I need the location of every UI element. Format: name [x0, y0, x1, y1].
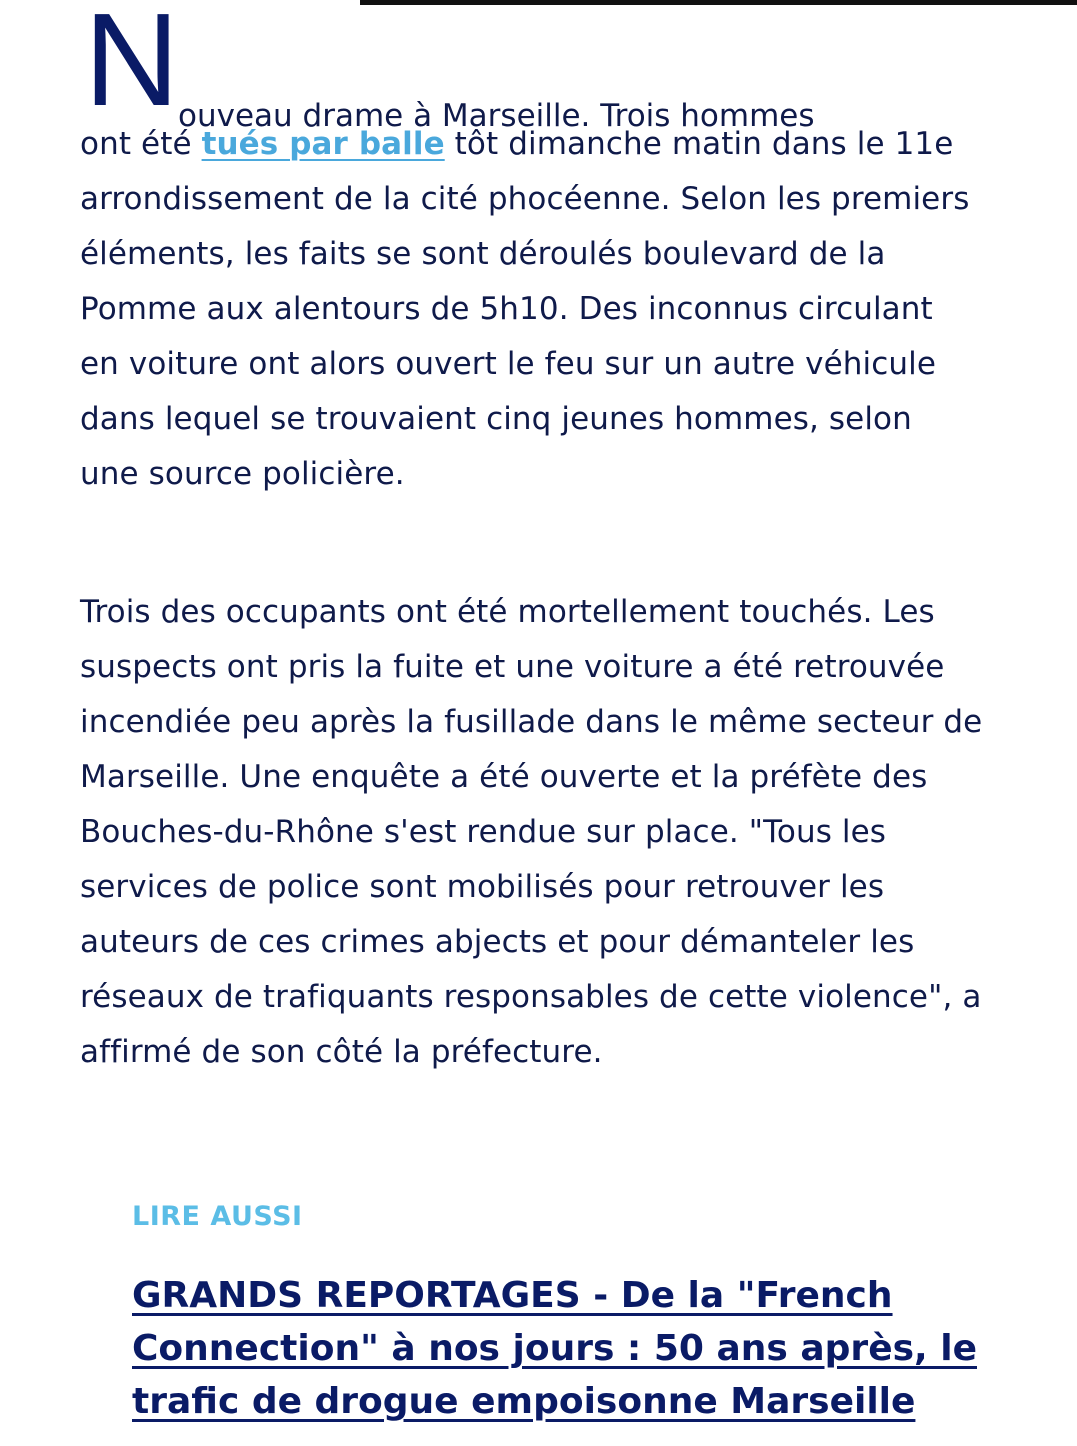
related-label: LIRE AUSSI	[132, 1201, 303, 1232]
related-article-block	[132, 1195, 992, 1422]
top-divider	[360, 0, 1077, 5]
related-article-link[interactable]: GRANDS REPORTAGES - De la "French Connection" à nos jours : 50 ans après, le trafic de drogue empoisonne Marseille	[132, 1275, 977, 1422]
dropcap-letter: N	[84, 0, 180, 133]
paragraph-1-text-before-link: ont été	[80, 126, 202, 162]
paragraph-1-text-after-link: tôt dimanche matin dans le 11e arrondissement de la cité phocéenne. Selon les premiers éléments, les faits se sont déroulés boulevard de la Pomme aux alentours de 5h10. Des inconnus circulant en voiture ont alors ouvert le feu sur un autre véhicule dans lequel se trouvaient cinq jeunes hommes, selon une source policière.	[80, 126, 970, 492]
paragraph-2: Trois des occupants ont été mortellement touchés. Les suspects ont pris la fuite et une voiture a été retrouvée incendiée peu après la fusillade dans le même secteur de Marseille. Une enquête a été ouverte et la préfète des Bouches-du-Rhône s'est rendue sur place. "Tous les services de police sont mobilisés pour retrouver les auteurs de ces crimes abjects et pour démanteler les réseaux de trafiquants responsables de cette violence", a affirmé de son côté la préfecture.	[80, 594, 983, 1070]
paragraph-1	[80, 117, 980, 502]
killed-by-bullet-link[interactable]: tués par balle	[201, 126, 445, 162]
paragraph-1-first-line: ouveau drame à Marseille. Trois hommes	[178, 98, 815, 134]
